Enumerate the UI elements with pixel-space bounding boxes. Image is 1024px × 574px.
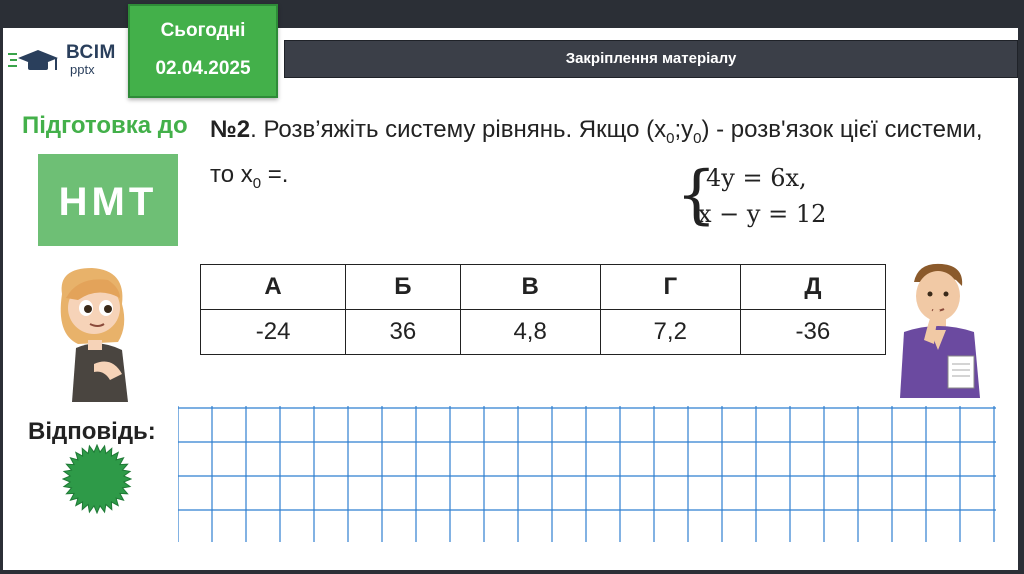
option-value: 7,2 (600, 310, 740, 355)
answer-grid[interactable] (178, 406, 996, 542)
option-letter: В (460, 265, 600, 310)
answer-label: Відповідь: (28, 418, 156, 445)
nmt-banner (38, 154, 178, 246)
subscript: 0 (252, 174, 262, 192)
option-value: 36 (346, 310, 460, 355)
option-value: -24 (201, 310, 346, 355)
task-condition-d: =. (261, 160, 289, 188)
task-condition-a: Якщо (x (578, 116, 667, 143)
task-number: №2 (210, 116, 251, 143)
table-row (201, 310, 886, 355)
date-value: 02.04.2025 (155, 58, 251, 79)
equation-2: x − y = 12 (698, 200, 827, 228)
option-letter: Г (600, 265, 740, 310)
answer-starburst-icon (62, 444, 132, 514)
option-letter: Д (740, 265, 885, 310)
thinking-boy-illustration (890, 260, 990, 398)
section-title-bar (284, 40, 1018, 78)
logo-subtext: pptx (70, 62, 95, 77)
brace-icon: { (676, 158, 717, 232)
equation-1: 4y = 6x, (706, 164, 807, 192)
section-title: Закріплення матеріалу (565, 50, 737, 67)
subscript: 0 (666, 129, 675, 147)
equation-system (676, 160, 856, 234)
task-condition-b: ;y (674, 116, 694, 143)
date-label: Сьогодні (160, 20, 246, 41)
date-badge (128, 4, 278, 98)
option-value: -36 (740, 310, 885, 355)
nmt-label: НМТ (58, 180, 158, 224)
option-value: 4,8 (460, 310, 600, 355)
task-instruction: . Розв’яжіть систему рівнянь. (250, 116, 579, 143)
option-letter: А (201, 265, 346, 310)
prep-label: Підготовка до (22, 112, 188, 139)
task-condition-c: ) - розв'язок цієї системи, то x (210, 116, 983, 188)
thinking-girl-illustration (48, 264, 148, 402)
option-letter: Б (346, 265, 460, 310)
answer-options-table (200, 264, 886, 355)
table-row (201, 265, 886, 310)
task-text (210, 112, 1000, 202)
logo-text: ВСІМ (66, 42, 116, 63)
subscript: 0 (693, 129, 702, 147)
